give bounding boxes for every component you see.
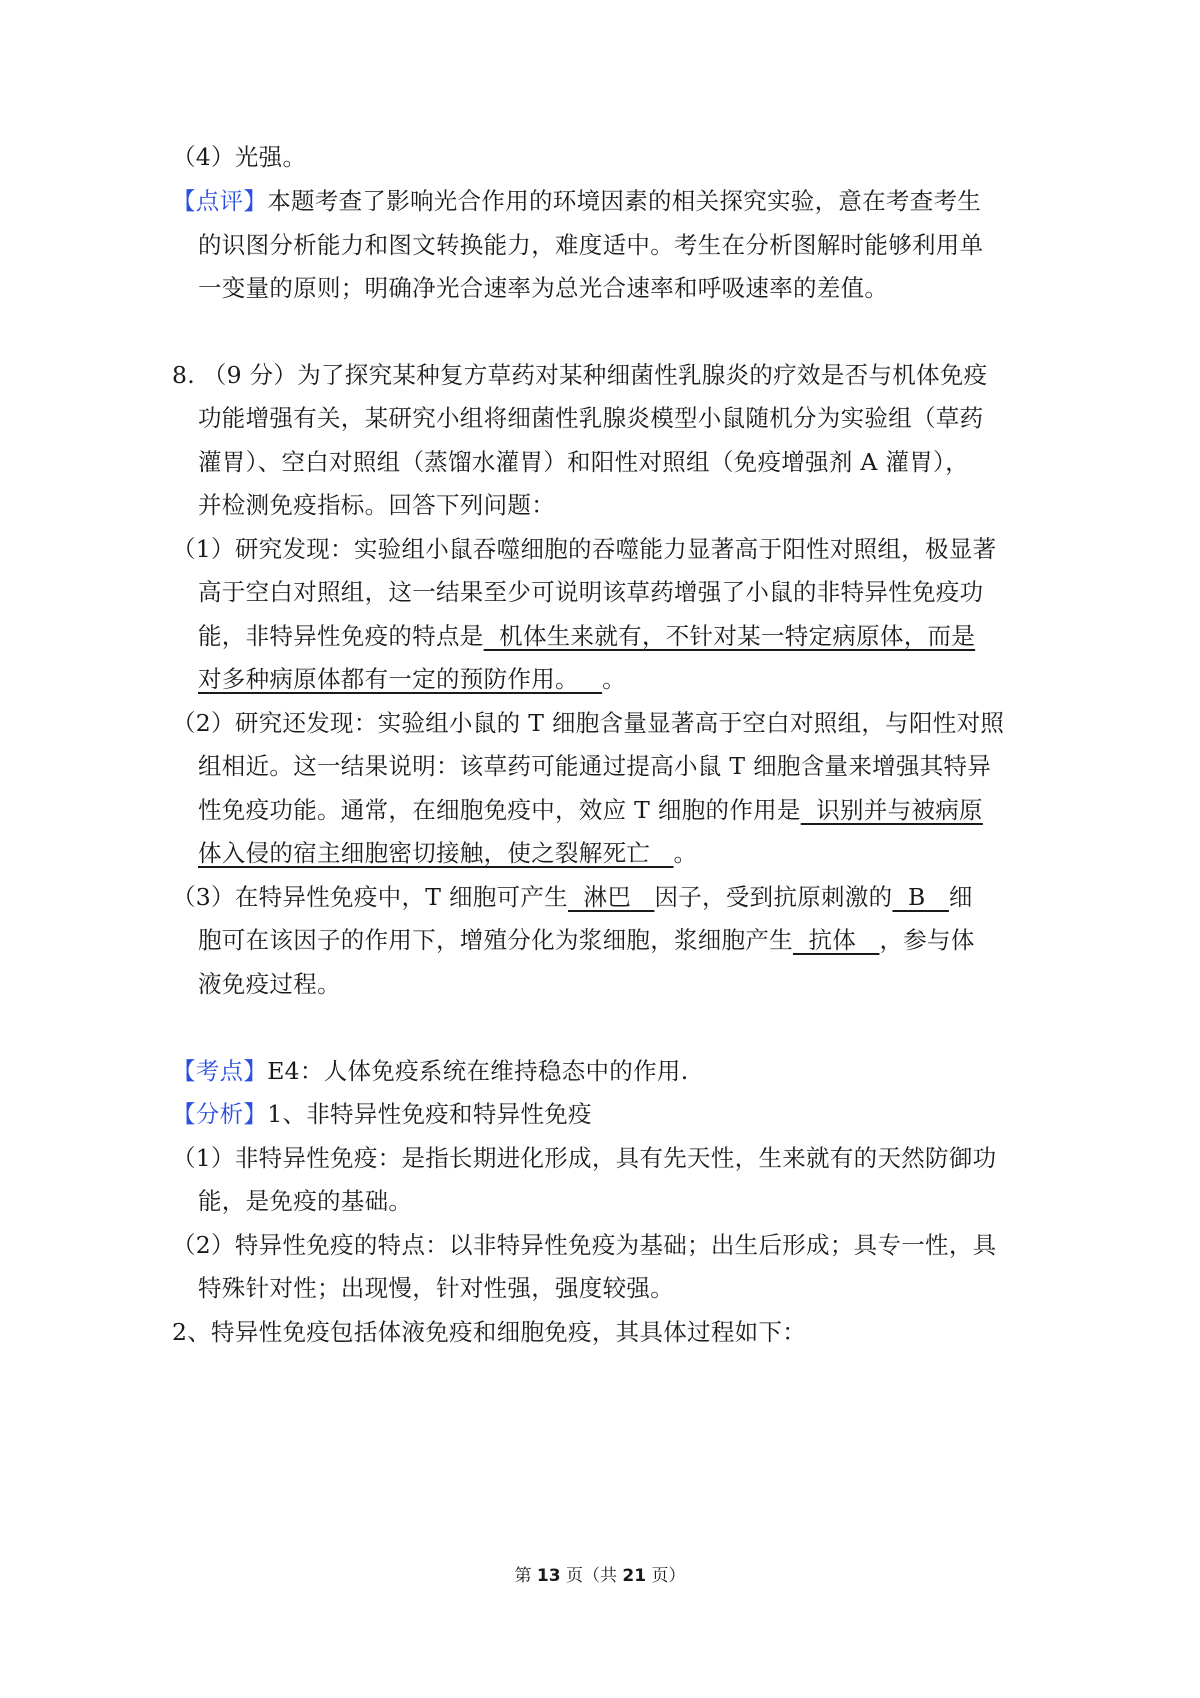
review-text-1: 本题考查了影响光合作用的环境因素的相关探究实验，意在考查考生: [267, 187, 982, 215]
question-8-line-4: 并检测免疫指标。回答下列问题：: [198, 491, 555, 519]
sub2-line-2: 组相近。这一结果说明：该草药可能通过提高小鼠 T 细胞含量来增强其特异: [198, 752, 992, 780]
sub3-line-2: [198, 925, 975, 955]
review-tag: 【点评】: [172, 187, 268, 215]
footer-total-pages: 21: [622, 1566, 647, 1586]
review-line-1: [172, 186, 981, 216]
kaodian-tag: 【考点】: [172, 1057, 268, 1085]
question-8-line-3: 灌胃）、空白对照组（蒸馏水灌胃）和阳性对照组（免疫增强剂 A 灌胃），: [198, 448, 969, 476]
analysis-3-line: 2、特异性免疫包括体液免疫和细胞免疫，其具体过程如下：: [172, 1318, 807, 1346]
sub1-line-4: [198, 664, 626, 694]
sub1-line-1: （1）研究发现：实验组小鼠吞噬细胞的吞噬能力显著高于阳性对照组，极显著: [172, 535, 997, 563]
sub2-suffix: 。: [673, 839, 698, 867]
sub1-suffix: 。: [602, 665, 626, 693]
sub2-answer-part-1: 识别并与被病原: [800, 796, 983, 824]
fenxi-line: [172, 1099, 592, 1129]
kaodian-line: [172, 1056, 688, 1086]
sub1-answer-part-1: 机体生来就有，不针对某一特定病原体，而是: [483, 622, 976, 650]
fenxi-tag: 【分析】: [172, 1100, 268, 1128]
analysis-1-line-2: 能，是免疫的基础。: [198, 1187, 413, 1215]
sub2-answer-part-2: 体入侵的宿主细胞密切接触，使之裂解死亡: [198, 839, 674, 867]
sub3-blank-lymph: 淋巴: [568, 883, 655, 911]
sub1-line-2: 高于空白对照组，这一结果至少可说明该草药增强了小鼠的非特异性免疫功: [198, 578, 984, 606]
sub3-text-c: 细: [948, 883, 973, 911]
sub2-line-3: [198, 795, 983, 825]
footer-current-page: 13: [536, 1566, 561, 1586]
sub3-text-b: 因子，受到抗原刺激的: [654, 883, 893, 911]
page-footer: [0, 1564, 1200, 1588]
analysis-2-line-2: 特殊针对性；出现慢，针对性强，强度较强。: [198, 1274, 674, 1302]
footer-middle: 页（共: [566, 1566, 617, 1586]
sub1-answer-part-2: 对多种病原体都有一定的预防作用。: [198, 665, 603, 693]
sub3-text-d: 胞可在该因子的作用下，增殖分化为浆细胞，浆细胞产生: [198, 926, 793, 954]
kaodian-text: E4：人体免疫系统在维持稳态中的作用.: [267, 1057, 689, 1085]
sub2-line-1: （2）研究还发现：实验组小鼠的 T 细胞含量显著高于空白对照组，与阳性对照: [172, 709, 1005, 737]
sub3-text-a: （3）在特异性免疫中，T 细胞可产生: [172, 883, 568, 911]
sub3-line-1: [172, 882, 973, 912]
sub3-text-e: ，参与体: [879, 926, 975, 954]
footer-suffix: 页）: [651, 1566, 686, 1586]
question-8-line-2: 功能增强有关，某研究小组将细菌性乳腺炎模型小鼠随机分为实验组（草药: [198, 404, 984, 432]
review-line-3: 一变量的原则；明确净光合速率为总光合速率和呼吸速率的差值。: [198, 274, 889, 302]
sub1-line-3: [198, 621, 975, 651]
analysis-1-line-1: （1）非特异性免疫：是指长期进化形成，具有先天性，生来就有的天然防御功: [172, 1144, 997, 1172]
analysis-2-line-1: （2）特异性免疫的特点：以非特异性免疫为基础；出生后形成；具专一性，具: [172, 1231, 997, 1259]
footer-prefix: 第: [514, 1566, 532, 1586]
sub2-line-4: [198, 838, 697, 868]
question-8-line-1: 8. （9 分）为了探究某种复方草药对某种细菌性乳腺炎的疗效是否与机体免疫: [172, 361, 988, 389]
sub2-prefix: 性免疫功能。通常，在细胞免疫中，效应 T 细胞的作用是: [198, 796, 801, 824]
fenxi-text: 1、非特异性免疫和特异性免疫: [267, 1100, 592, 1128]
prev-answer-line: （4）光强。: [172, 143, 307, 171]
sub3-blank-antibody: 抗体: [793, 926, 880, 954]
review-line-2: 的识图分析能力和图文转换能力，难度适中。考生在分析图解时能够利用单: [198, 231, 984, 259]
sub3-line-3: 液免疫过程。: [198, 970, 341, 998]
sub1-prefix: 能，非特异性免疫的特点是: [198, 622, 484, 650]
sub3-blank-b-cell: B: [892, 883, 949, 911]
